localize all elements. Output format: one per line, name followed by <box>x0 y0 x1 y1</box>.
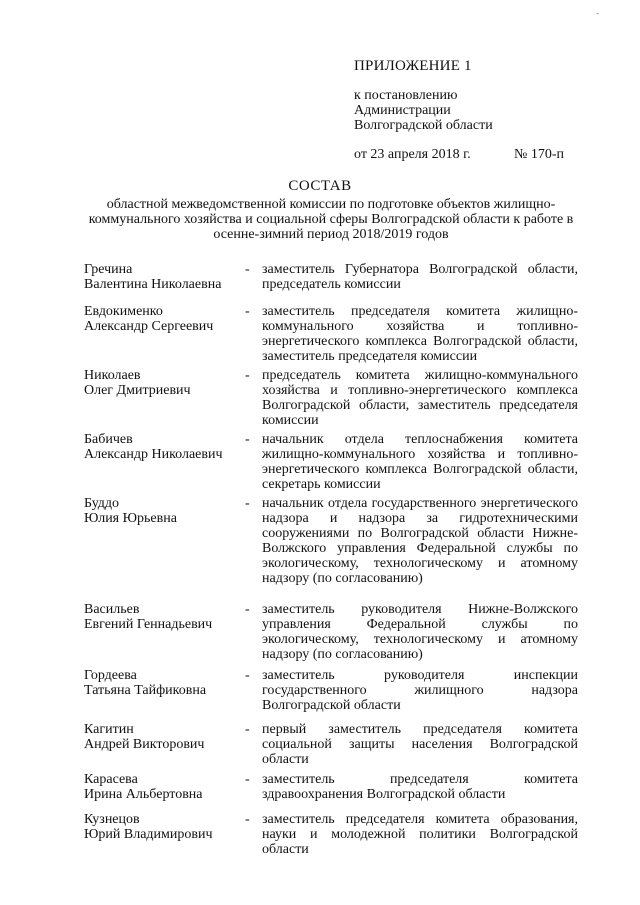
member-name <box>84 432 249 462</box>
member-surname: Евдокименко <box>84 304 163 319</box>
member-dash: - <box>245 262 250 277</box>
member-given-names: Ирина Альбертовна <box>84 787 203 802</box>
member-role: заместитель руководителя инспекции государственного жилищного надзора Волгоградской области <box>262 668 578 713</box>
member-name <box>84 368 249 398</box>
member-given-names: Александр Сергеевич <box>84 319 214 334</box>
member-name <box>84 772 249 802</box>
member-surname: Карасева <box>84 772 138 787</box>
member-surname: Гречина <box>84 262 133 277</box>
member-dash: - <box>245 496 250 511</box>
member-given-names: Андрей Викторович <box>84 737 205 752</box>
appendix-line-administration: Администрации <box>354 103 451 118</box>
member-given-names: Юрий Владимирович <box>84 827 213 842</box>
member-name <box>84 812 249 842</box>
member-given-names: Олег Дмитриевич <box>84 383 191 398</box>
member-surname: Буддо <box>84 496 120 511</box>
member-dash: - <box>245 602 250 617</box>
member-role: заместитель председателя комитета здравоохранения Волгоградской области <box>262 772 578 802</box>
member-dash: - <box>245 368 250 383</box>
member-name <box>84 262 249 292</box>
member-dash: - <box>245 812 250 827</box>
member-role: начальник отдела государственного энергетического надзора и надзора за гидротехническими сооружениями по Волгоградской области Нижне-Волжского управления Федеральной службы по экологическому, технологическому и атомному надзору (по согласованию) <box>262 496 578 586</box>
member-surname: Кузнецов <box>84 812 140 827</box>
member-surname: Бабичев <box>84 432 133 447</box>
member-given-names: Валентина Николаевна <box>84 277 222 292</box>
resolution-date: от 23 апреля 2018 г. <box>354 147 471 162</box>
member-dash: - <box>245 304 250 319</box>
member-role: заместитель руководителя Нижне-Волжского управления Федеральной службы по экологическому, технологическому и атомному надзору (по согласованию) <box>262 602 578 662</box>
corner-mark: - <box>596 8 599 18</box>
member-role: заместитель председателя комитета жилищно-коммунального хозяйства и топливно-энергетического комплекса Волгоградской области, заместитель председателя комиссии <box>262 304 578 364</box>
member-name <box>84 602 249 632</box>
member-given-names: Юлия Юрьевна <box>84 511 177 526</box>
appendix-date-row <box>354 147 614 163</box>
member-name <box>84 304 249 334</box>
member-dash: - <box>245 432 250 447</box>
member-given-names: Александр Николаевич <box>84 447 223 462</box>
member-dash: - <box>245 722 250 737</box>
appendix-line-region: Волгоградской области <box>354 118 493 133</box>
appendix-line-resolution: к постановлению <box>354 88 458 103</box>
member-role: заместитель председателя комитета образования, науки и молодежной политики Волгоградской области <box>262 812 578 857</box>
document-subtitle: областной межведомственной комиссии по подготовке объектов жилищно-коммунального хозяйства и социальной сферы Волгоградской области к работе в осенне-зимний период 2018/2019 годов <box>88 197 574 242</box>
member-surname: Гордеева <box>84 668 137 683</box>
member-dash: - <box>245 668 250 683</box>
member-given-names: Евгений Геннадьевич <box>84 617 213 632</box>
member-role: председатель комитета жилищно-коммунального хозяйства и топливно-энергетического комплекса Волгоградской области, заместитель председателя комиссии <box>262 368 578 428</box>
member-given-names: Татьяна Тайфиковна <box>84 683 207 698</box>
resolution-number: № 170-п <box>514 147 565 162</box>
appendix-block <box>354 57 614 163</box>
member-name <box>84 668 249 698</box>
member-role: первый заместитель председателя комитета социальной защиты населения Волгоградской области <box>262 722 578 767</box>
member-surname: Николаев <box>84 368 141 383</box>
member-dash: - <box>245 772 250 787</box>
member-name <box>84 496 249 526</box>
appendix-title: ПРИЛОЖЕНИЕ 1 <box>354 58 472 74</box>
member-role: начальник отдела теплоснабжения комитета жилищно-коммунального хозяйства и топливно-энергетического комплекса Волгоградской области, секретарь комиссии <box>262 432 578 492</box>
member-surname: Кагитин <box>84 722 134 737</box>
member-name <box>84 722 249 752</box>
member-surname: Васильев <box>84 602 140 617</box>
document-title: СОСТАВ <box>288 178 352 194</box>
member-role: заместитель Губернатора Волгоградской области, председатель комиссии <box>262 262 578 292</box>
